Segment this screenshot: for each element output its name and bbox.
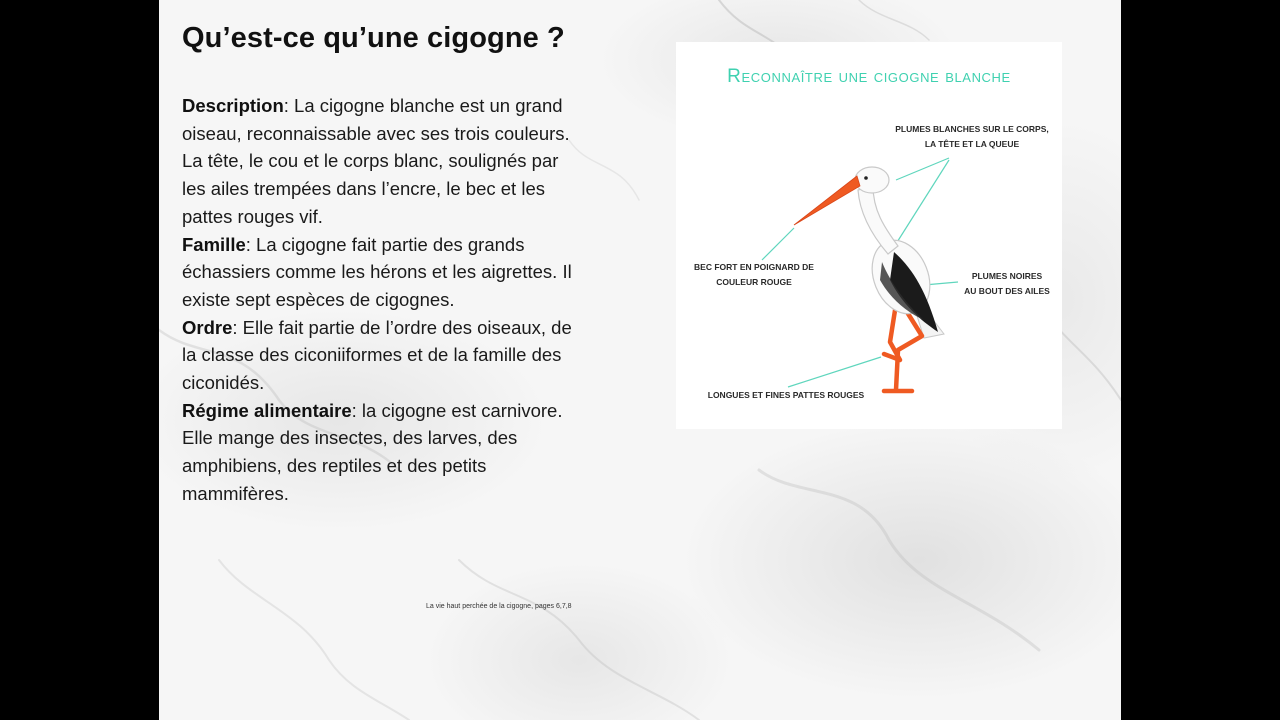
section-famille <box>182 231 574 314</box>
section-ordre <box>182 314 574 397</box>
section-text: : la cigogne est carnivore. Elle mange des insectes, des larves, des amphibiens, des reptiles et des petits mammifères. <box>182 399 563 504</box>
description-text <box>182 92 574 508</box>
section-label: Description <box>182 95 284 116</box>
label-line: COULEUR ROUGE <box>716 277 792 287</box>
section-label: Famille <box>182 233 246 255</box>
label-line: AU BOUT DES AILES <box>964 286 1050 296</box>
stork-illustration <box>676 42 1062 429</box>
citation: La vie haut perchée de la cigogne, pages 6,7,8 <box>426 603 572 610</box>
label-plumes-blanches <box>884 122 1060 152</box>
label-line: PLUMES BLANCHES SUR LE CORPS, <box>895 124 1049 134</box>
label-plumes-noires <box>952 269 1062 299</box>
section-text: : Elle fait partie de l’ordre des oiseaux, de la classe des ciconiiformes et de la famille des ciconidés. <box>182 316 572 394</box>
infographic-title: Reconnaître une cigogne blanche <box>727 66 1011 87</box>
label-bec <box>686 260 822 290</box>
section-regime <box>182 397 574 508</box>
section-text: : La cigogne blanche est un grand oiseau, reconnaissable avec ses trois couleurs. La tête, le cou et le corps blanc, soulignés par les ailes trempées dans l’encre, le bec et les pattes rouges vif. <box>182 95 570 227</box>
section-text: : La cigogne fait partie des grands échassiers comme les hérons et les aigrettes. Il existe sept espèces de cigognes. <box>182 233 572 310</box>
section-description <box>182 92 574 231</box>
section-label: Régime alimentaire <box>182 399 352 421</box>
section-label: Ordre <box>182 316 233 338</box>
stork-infographic <box>676 42 1062 429</box>
label-line: LA TÊTE ET LA QUEUE <box>924 139 1020 149</box>
label-line: BEC FORT EN POIGNARD DE <box>694 262 814 272</box>
label-line: PLUMES NOIRES <box>971 271 1043 281</box>
slide-title: Qu’est-ce qu’une cigogne ? <box>182 22 565 54</box>
slide <box>159 0 1121 720</box>
label-pattes: LONGUES ET FINES PATTES ROUGES <box>707 390 865 400</box>
